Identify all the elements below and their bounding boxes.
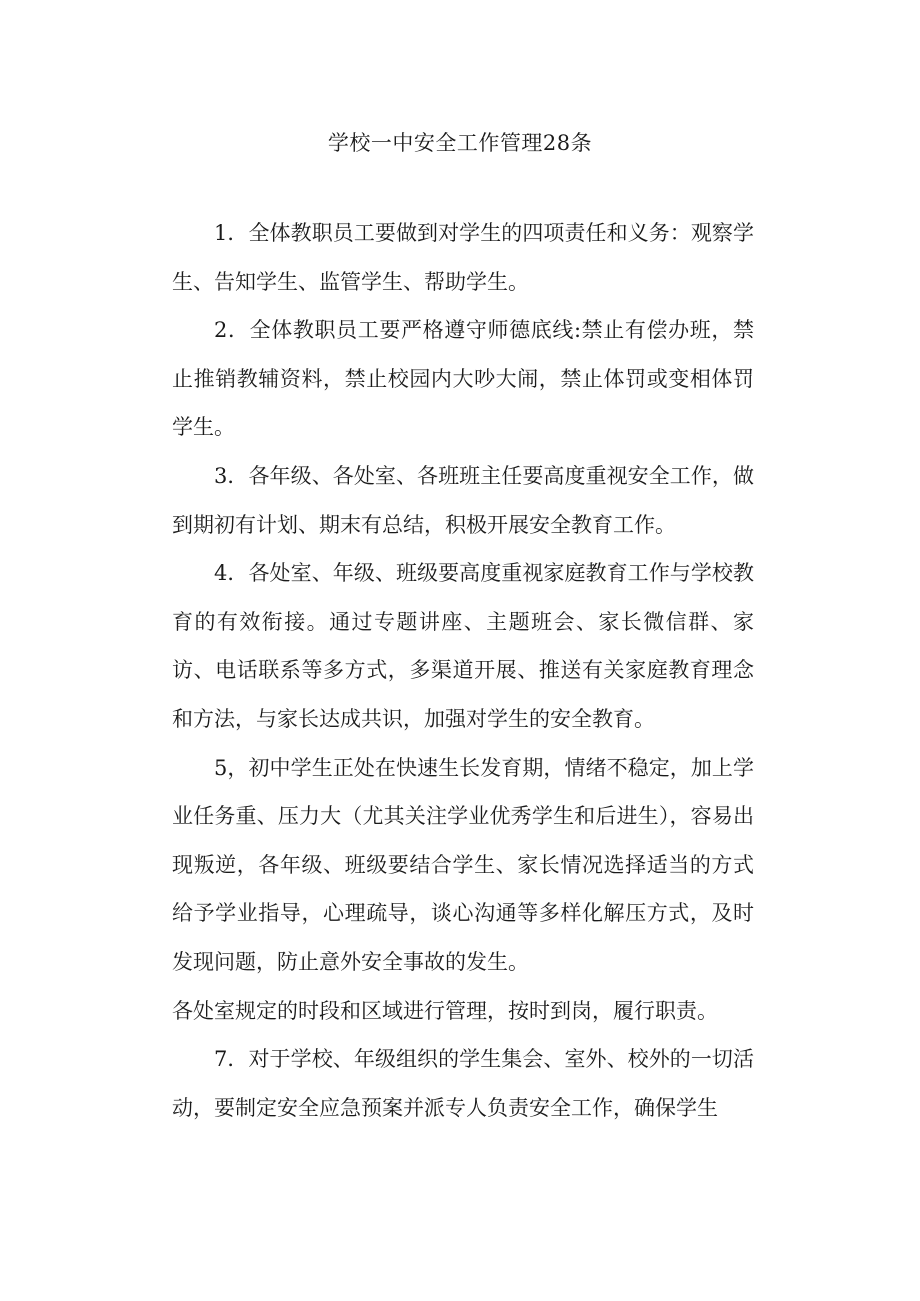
- document-body: [172, 209, 754, 1132]
- paragraph-7: 7．对于学校、年级组织的学生集会、室外、校外的一切活动，要制定安全应急预案并派专人负责安全工作，确保学生: [172, 1047, 754, 1120]
- paragraph-6-fragment: 各处室规定的时段和区域进行管理，按时到岗，履行职责。: [172, 998, 718, 1023]
- paragraph-3: 3．各年级、各处室、各班班主任要高度重视安全工作，做到期初有计划、期末有总结，积极开展安全教育工作。: [172, 463, 754, 537]
- page-title: 学校一中安全工作管理28条: [327, 131, 593, 155]
- paragraph-4: 4．各处室、年级、班级要高度重视家庭教育工作与学校教育的有效衔接。通过专题讲座、主题班会、家长微信群、家访、电话联系等多方式，多渠道开展、推送有关家庭教育理念和方法，与家长达成共识，加强对学生的安全教育。: [172, 561, 754, 731]
- paragraph-1: 1．全体教职员工要做到对学生的四项责任和义务：观察学生、告知学生、监管学生、帮助学生。: [172, 221, 754, 294]
- paragraph-2: 2．全体教职员工要严格遵守师德底线:禁止有偿办班，禁止推销教辅资料，禁止校园内大吵大闹，禁止体罚或变相体罚学生。: [172, 318, 754, 440]
- paragraph-5: 5，初中学生正处在快速生长发育期，情绪不稳定，加上学业任务重、压力大（尤其关注学业优秀学生和后进生），容易出现叛逆，各年级、班级要结合学生、家长情况选择适当的方式给予学业指导，心理疏导，谈心沟通等多样化解压方式，及时发现问题，防止意外安全事故的发生。: [172, 755, 754, 974]
